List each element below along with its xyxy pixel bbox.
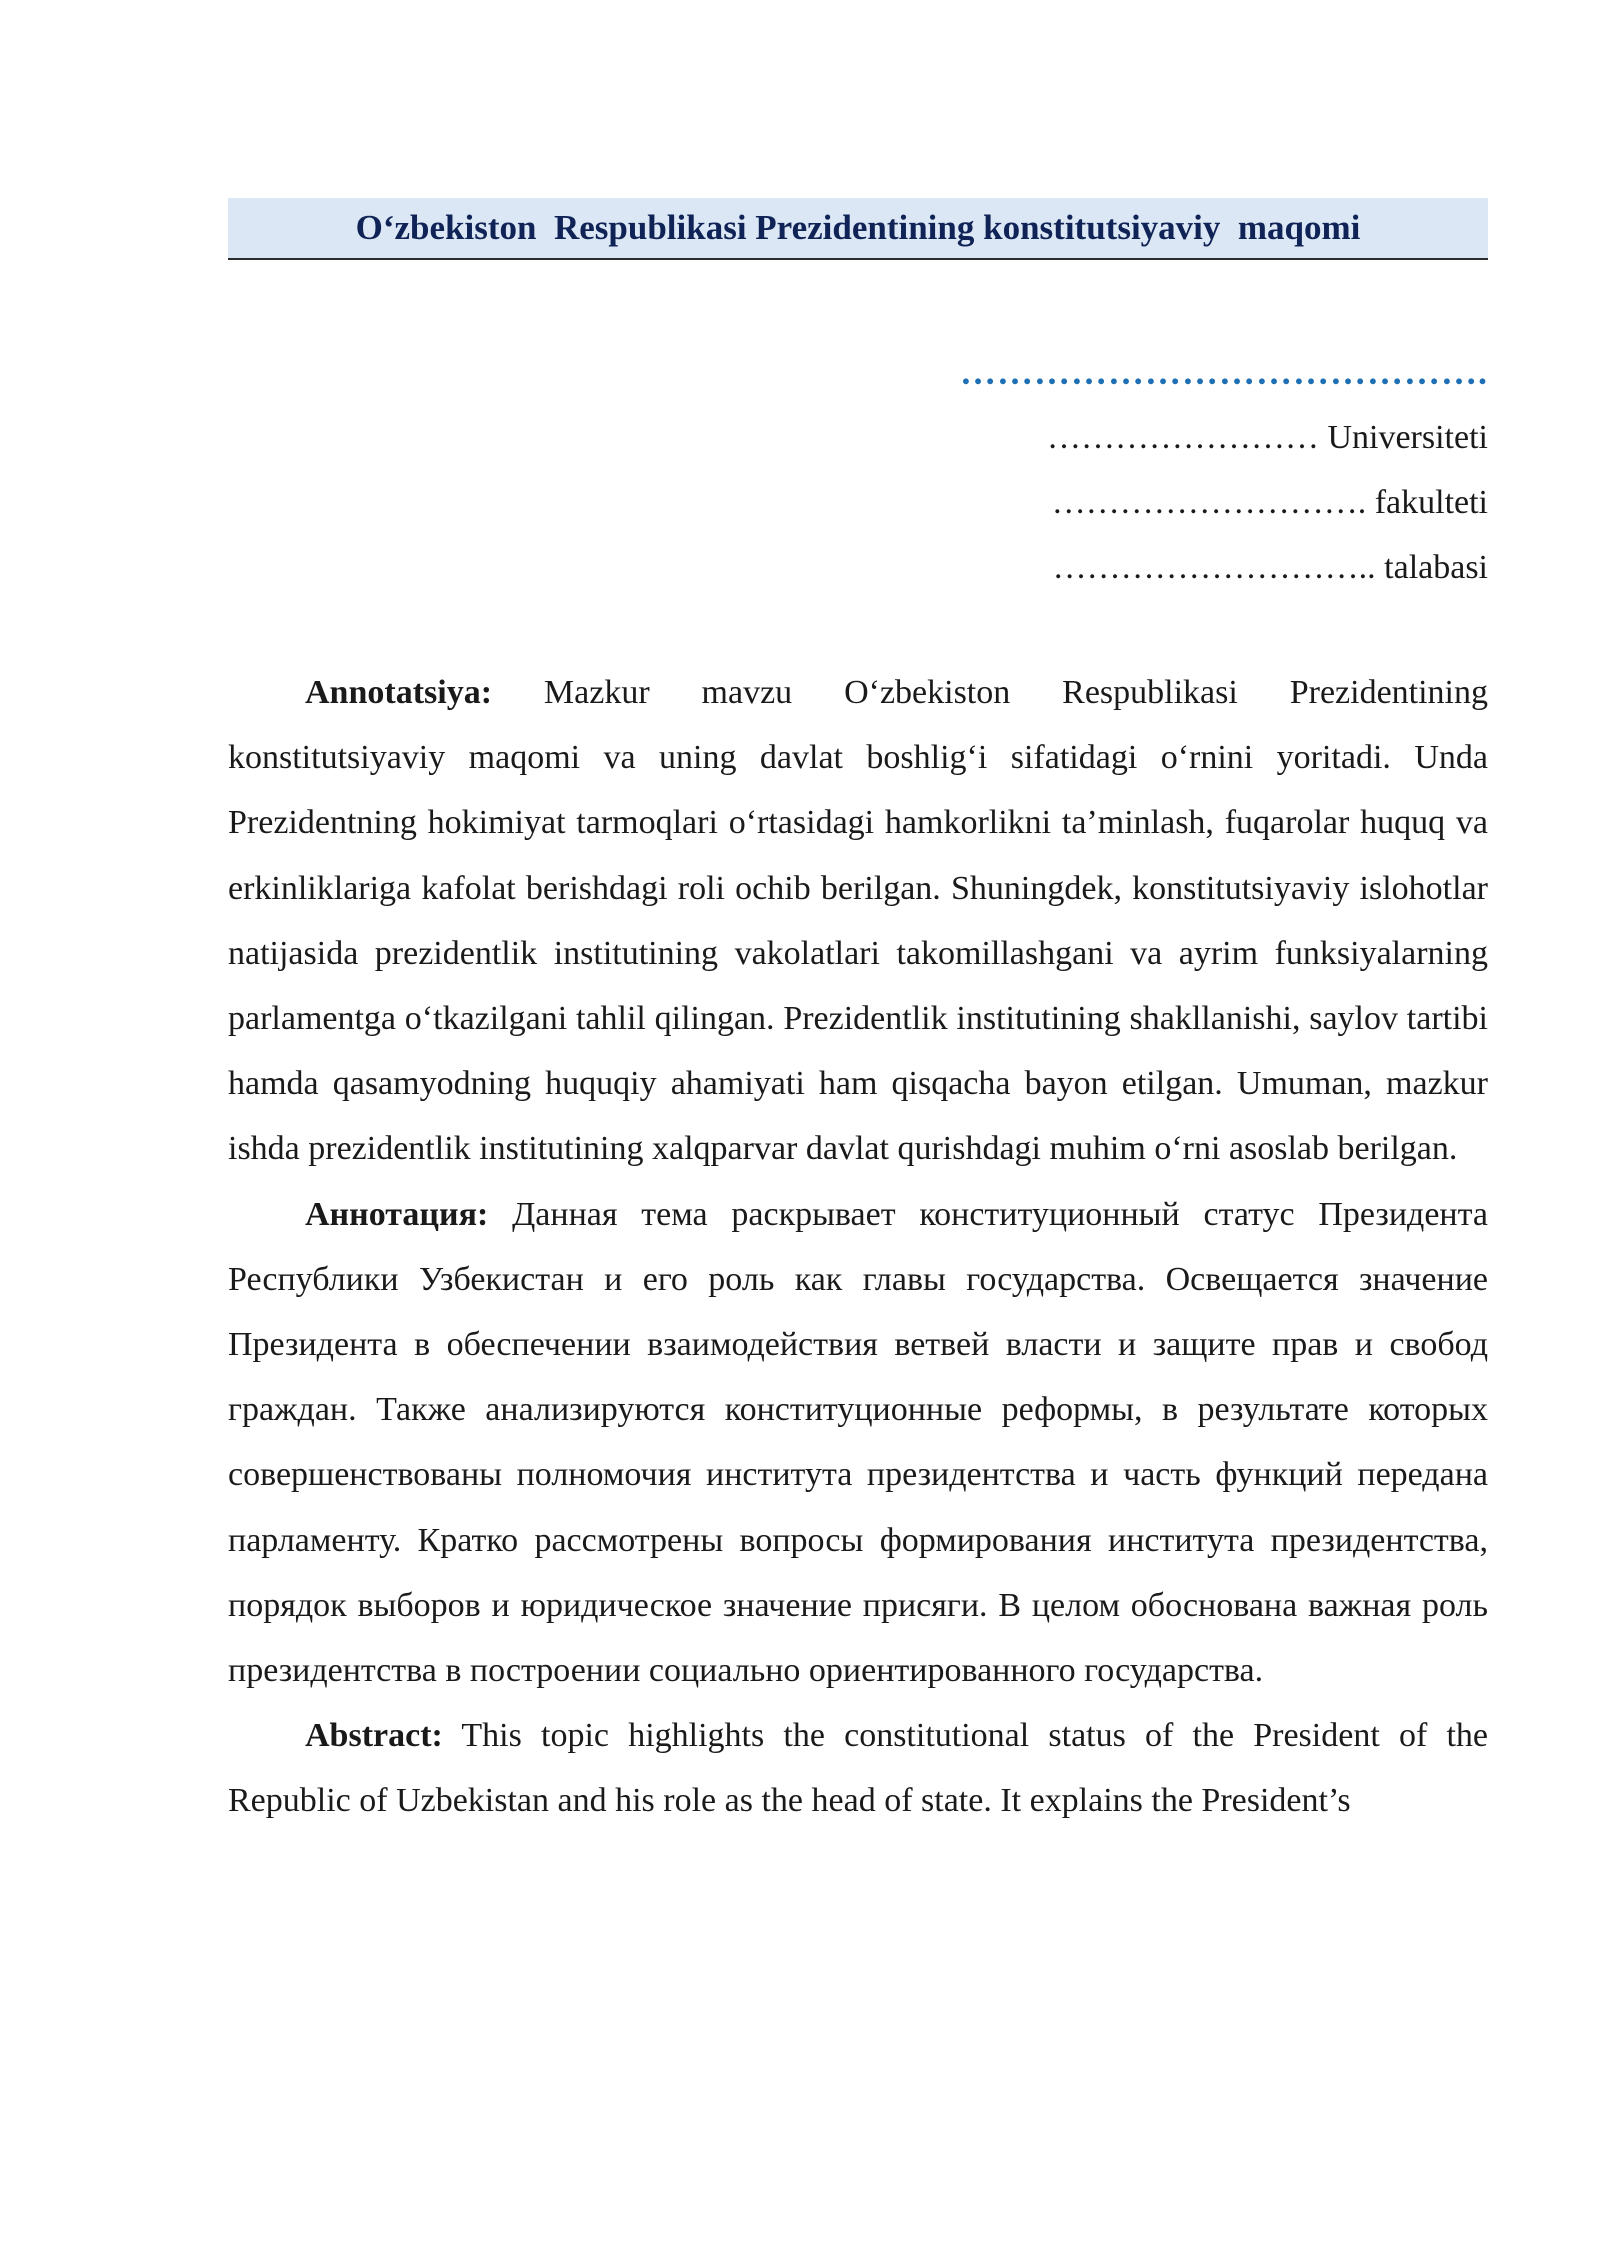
- title-band: [228, 198, 1488, 260]
- annotation-ru-text: Данная тема раскрывает конституционный статус Президента Республики Узбекистан и его роль как главы государства. Освещается значение Президента в обеспечении взаимодействия ветвей власти и защите прав и свобод граждан. Также анализируются конституционные реформы, в результате которых совершенствованы полномочия института президентства и часть функций передана парламенту. Кратко рассмотрены вопросы формирования института президентства, порядок выборов и юридическое значение присяги. В целом обоснована важная роль президентства в построении социально ориентированного государства.: [228, 1195, 1488, 1690]
- abstract-en-label: Abstract:: [305, 1717, 443, 1755]
- author-name: …………………………………….: [960, 352, 1488, 392]
- author-block: [800, 340, 1488, 600]
- paper-title: O‘zbekiston Respublikasi Prezidentining konstitutsiyaviy maqomi: [355, 208, 1361, 247]
- annotation-uz-text: Mazkur mavzu O‘zbekiston Respublikasi Prezidentining konstitutsiyaviy maqomi va uning davlat boshlig‘i sifatidagi o‘rnini yoritadi. Unda Prezidentning hokimiyat tarmoqlari o‘rtasidagi hamkorlikni ta’minlash, fuqarolar huquq va erkinliklariga kafolat berishdagi roli ochib berilgan. Shuningdek, konstitutsiyaviy islohotlar natijasida prezidentlik institutining vakolatlari takomillashgani va ayrim funksiyalarning parlamentga o‘tkazilgani tahlil qilingan. Prezidentlik institutining shakllanishi, saylov tartibi hamda qasamyodning huquqiy ahamiyati ham qisqacha bayon etilgan. Umuman, mazkur ishda prezidentlik institutining xalqparvar davlat qurishdagi muhim o‘rni asoslab berilgan.: [228, 674, 1488, 1168]
- author-university: …………………… Universiteti: [1046, 419, 1488, 456]
- abstract-section: [228, 660, 1488, 1834]
- annotation-ru: [228, 1182, 1488, 1704]
- author-student: ……………………….. talabasi: [1052, 549, 1488, 586]
- annotation-uz-label: Annotatsiya:: [305, 674, 493, 711]
- author-faculty: ………………………. fakulteti: [1051, 484, 1488, 521]
- annotation-ru-label: Аннотация:: [305, 1195, 489, 1233]
- abstract-en-text: This topic highlights the constitutional status of the President of the Republic of Uzbekistan and his role as the head of state. It explains the President’s: [228, 1717, 1488, 1820]
- abstract-en: [228, 1703, 1488, 1833]
- annotation-uz: [228, 660, 1488, 1182]
